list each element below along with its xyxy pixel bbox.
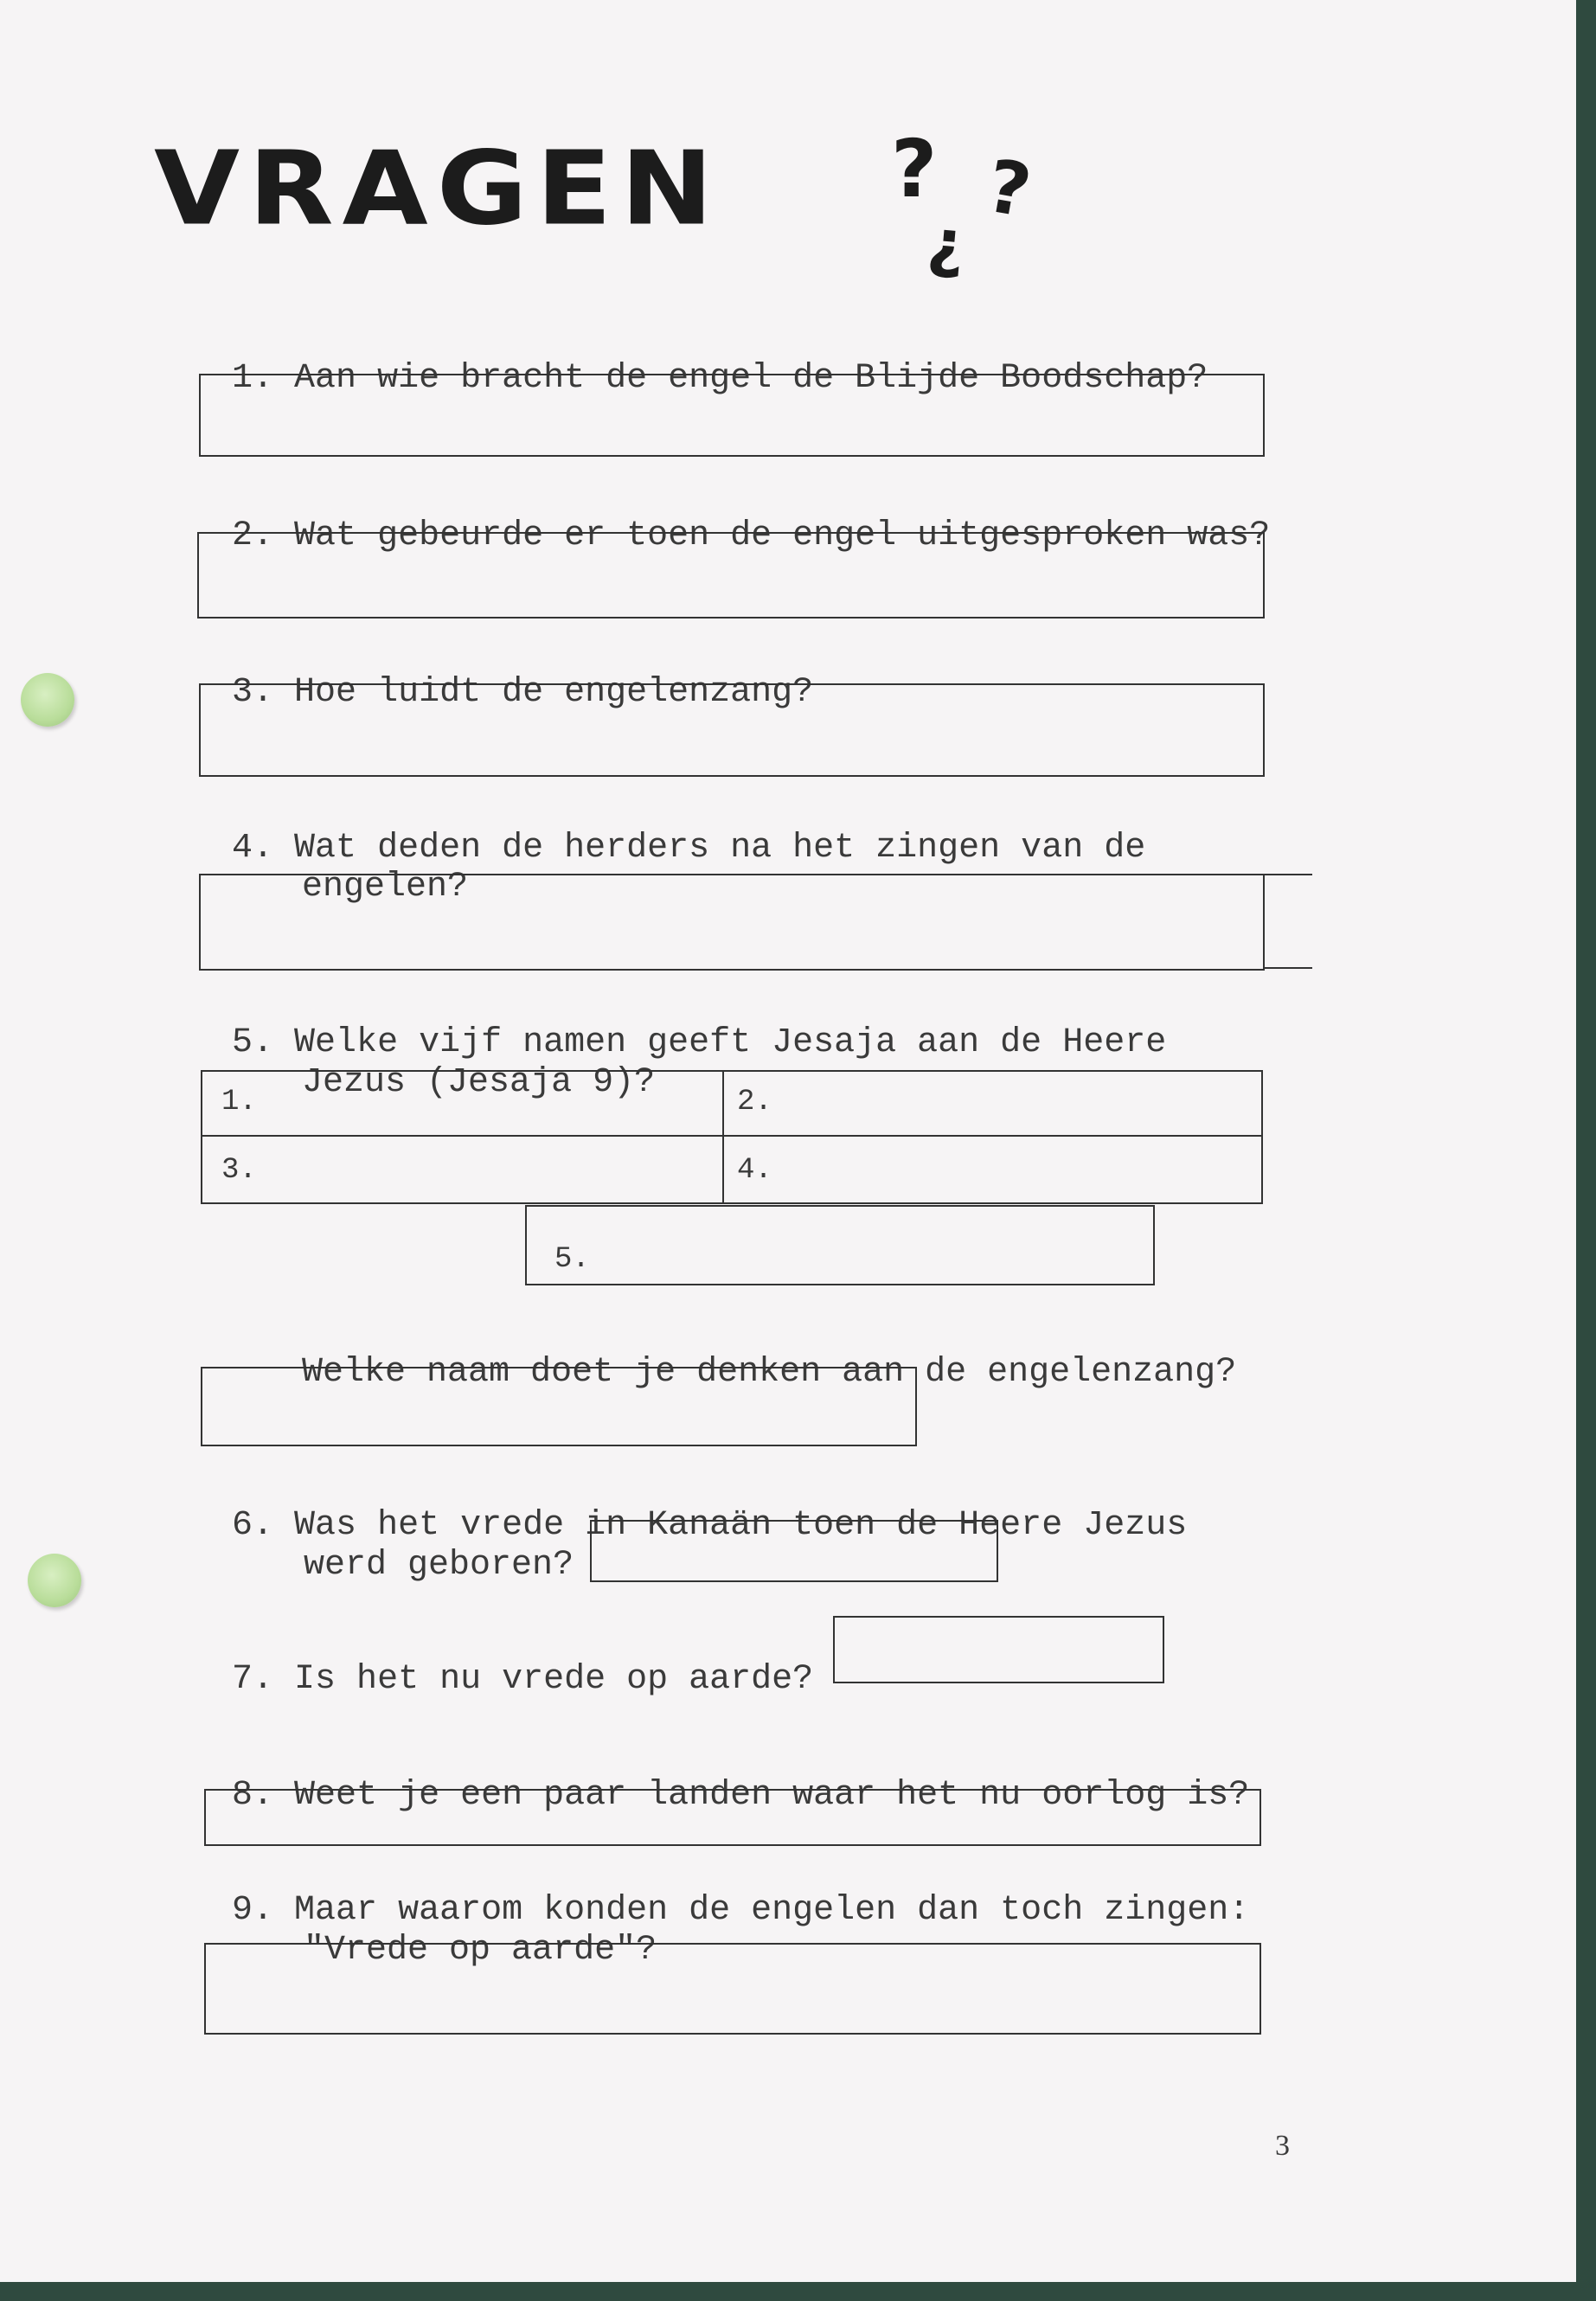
question-6-line-2 <box>221 1509 574 1623</box>
question-number: 7. <box>232 1660 274 1699</box>
box-extension-line <box>1265 967 1312 969</box>
question-mark-icon: ? <box>924 213 968 291</box>
question-text: engelen? <box>302 868 469 907</box>
binding-edge <box>1576 0 1596 2301</box>
bottom-edge <box>0 2282 1596 2301</box>
question-mark-icon: ? <box>980 143 1037 234</box>
box-extension-line <box>1265 874 1312 875</box>
cell-label: 5. <box>554 1243 590 1276</box>
question-text: Welke vijf namen geeft Jesaja aan de Heere <box>294 1023 1167 1062</box>
question-text: Is het nu vrede op aarde? <box>294 1660 814 1699</box>
question-7 <box>149 1623 813 1737</box>
name-cell-4[interactable] <box>722 1135 1263 1204</box>
cell-label: 4. <box>737 1154 772 1187</box>
question-number: 4. <box>232 829 274 868</box>
question-text: werd geboren? <box>304 1546 574 1585</box>
punch-hole-decoration <box>21 673 74 727</box>
answer-box-5b[interactable] <box>201 1367 917 1446</box>
question-number: 6. <box>232 1506 274 1545</box>
question-text: Wat gebeurde er toen de engel uitgesproken was? <box>294 516 1271 555</box>
question-mark-icon: ? <box>891 123 938 215</box>
question-text: Wat deden de herders na het zingen van de <box>294 829 1146 868</box>
question-number: 5. <box>232 1023 274 1062</box>
answer-box-3[interactable] <box>199 683 1265 777</box>
page-title: VRAGEN <box>154 129 722 248</box>
page-number: 3 <box>1275 2130 1290 2162</box>
answer-box-8[interactable] <box>204 1789 1261 1846</box>
question-text: Was het vrede in Kanaän toen de Heere Jezus <box>294 1506 1188 1545</box>
cell-label: 3. <box>221 1154 257 1187</box>
answer-box-1[interactable] <box>199 374 1265 457</box>
answer-box-2[interactable] <box>197 532 1265 619</box>
cell-label: 2. <box>737 1086 772 1118</box>
question-number: 1. <box>232 359 274 398</box>
punch-hole-decoration <box>28 1554 81 1607</box>
name-cell-3[interactable] <box>201 1135 724 1204</box>
question-number: 3. <box>232 673 274 712</box>
answer-box-4[interactable] <box>199 874 1265 971</box>
question-text: Maar waarom konden de engelen dan toch zingen: <box>294 1891 1250 1930</box>
question-number: 2. <box>232 516 274 555</box>
question-text: "Vrede op aarde"? <box>304 1931 657 1970</box>
answer-box-7[interactable] <box>833 1616 1164 1683</box>
question-text: Welke naam doet je denken aan de engelenzang? <box>302 1353 1237 1392</box>
answer-box-6[interactable] <box>590 1520 998 1582</box>
question-text: Aan wie bracht de engel de Blijde Boodschap? <box>294 359 1208 398</box>
question-number: 8. <box>232 1776 274 1815</box>
cell-label: 1. <box>221 1086 257 1118</box>
question-text: Hoe luidt de engelenzang? <box>294 673 814 712</box>
question-text: Weet je een paar landen waar het nu oorlog is? <box>294 1776 1250 1815</box>
question-number: 9. <box>232 1891 274 1930</box>
answer-box-9[interactable] <box>204 1943 1261 2035</box>
name-cell-2[interactable] <box>722 1070 1263 1137</box>
name-cell-1[interactable] <box>201 1070 724 1137</box>
name-cell-5[interactable] <box>525 1205 1155 1285</box>
question-text: Jezus (Jesaja 9)? <box>302 1063 656 1102</box>
